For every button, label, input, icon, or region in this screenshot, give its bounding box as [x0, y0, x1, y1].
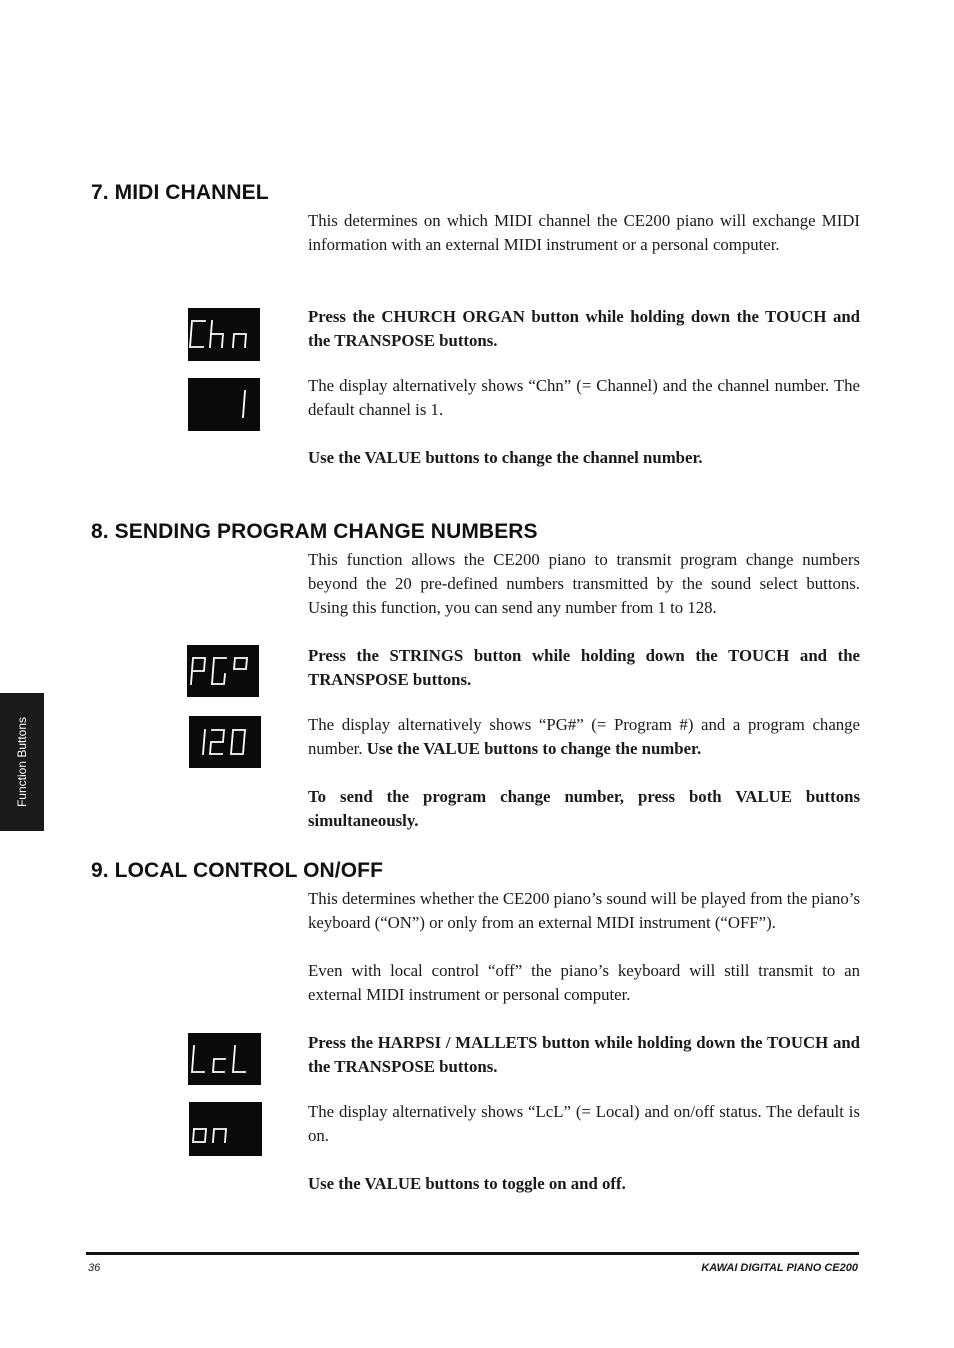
instruction-press: Press the CHURCH ORGAN button while holding down the TOUCH and the TRANSPOSE buttons. — [308, 307, 860, 350]
section-intro: This determines whether the CE200 piano’s sound will be played from the piano’s keyboard (“ON”) or only from an external MIDI instrument (“OFF”). — [308, 889, 860, 932]
led-display-channel-1 — [188, 378, 260, 431]
instruction-press: Press the HARPSI / MALLETS button while holding down the TOUCH and the TRANSPOSE buttons. — [308, 1033, 860, 1076]
side-tab-label: Function Buttons — [15, 716, 29, 808]
instruction-use: Use the VALUE buttons to change the channel number. — [308, 448, 703, 467]
section-intro: This determines on which MIDI channel the CE200 piano will exchange MIDI information with an external MIDI instrument or a personal computer. — [308, 211, 860, 254]
led-display-pg — [187, 645, 259, 697]
led-display-chn — [188, 308, 260, 361]
document-title: KAWAI DIGITAL PIANO CE200 — [701, 1262, 858, 1274]
page-number: 36 — [88, 1262, 101, 1274]
section-intro-2: Even with local control “off” the piano’s keyboard will still transmit to an external MIDI instrument or personal computer. — [308, 961, 860, 1004]
display-note: The display alternatively shows “LcL” (= Local) and on/off status. The default is on. — [308, 1102, 860, 1145]
display-note: The display alternatively shows “PG#” (= Program #) and a program change number. Use the VALUE buttons to change the number. — [308, 715, 860, 758]
instruction-use: Use the VALUE buttons to toggle on and off. — [308, 1174, 626, 1193]
led-display-on — [189, 1102, 262, 1156]
section-intro: This function allows the CE200 piano to transmit program change numbers beyond the 20 pre-defined numbers transmitted by the sound select buttons. Using this function, you can send any number from 1 to 128. — [308, 550, 860, 617]
instruction-use: Use the VALUE buttons to change the number. — [366, 739, 702, 758]
led-display-120 — [189, 716, 261, 768]
footer-rule — [86, 1252, 859, 1255]
section-heading-midi-channel: 7. MIDI CHANNEL — [91, 181, 269, 204]
led-display-lcl — [188, 1033, 261, 1085]
display-note: The display alternatively shows “Chn” (= Channel) and the channel number. The default channel is 1. — [308, 376, 860, 419]
instruction-send: To send the program change number, press both VALUE buttons simultaneously. — [308, 787, 860, 830]
section-heading-program-change: 8. SENDING PROGRAM CHANGE NUMBERS — [91, 520, 538, 543]
instruction-press: Press the STRINGS button while holding down the TOUCH and the TRANSPOSE buttons. — [308, 646, 860, 689]
section-heading-local-control: 9. LOCAL CONTROL ON/OFF — [91, 859, 384, 882]
side-tab — [0, 693, 44, 831]
